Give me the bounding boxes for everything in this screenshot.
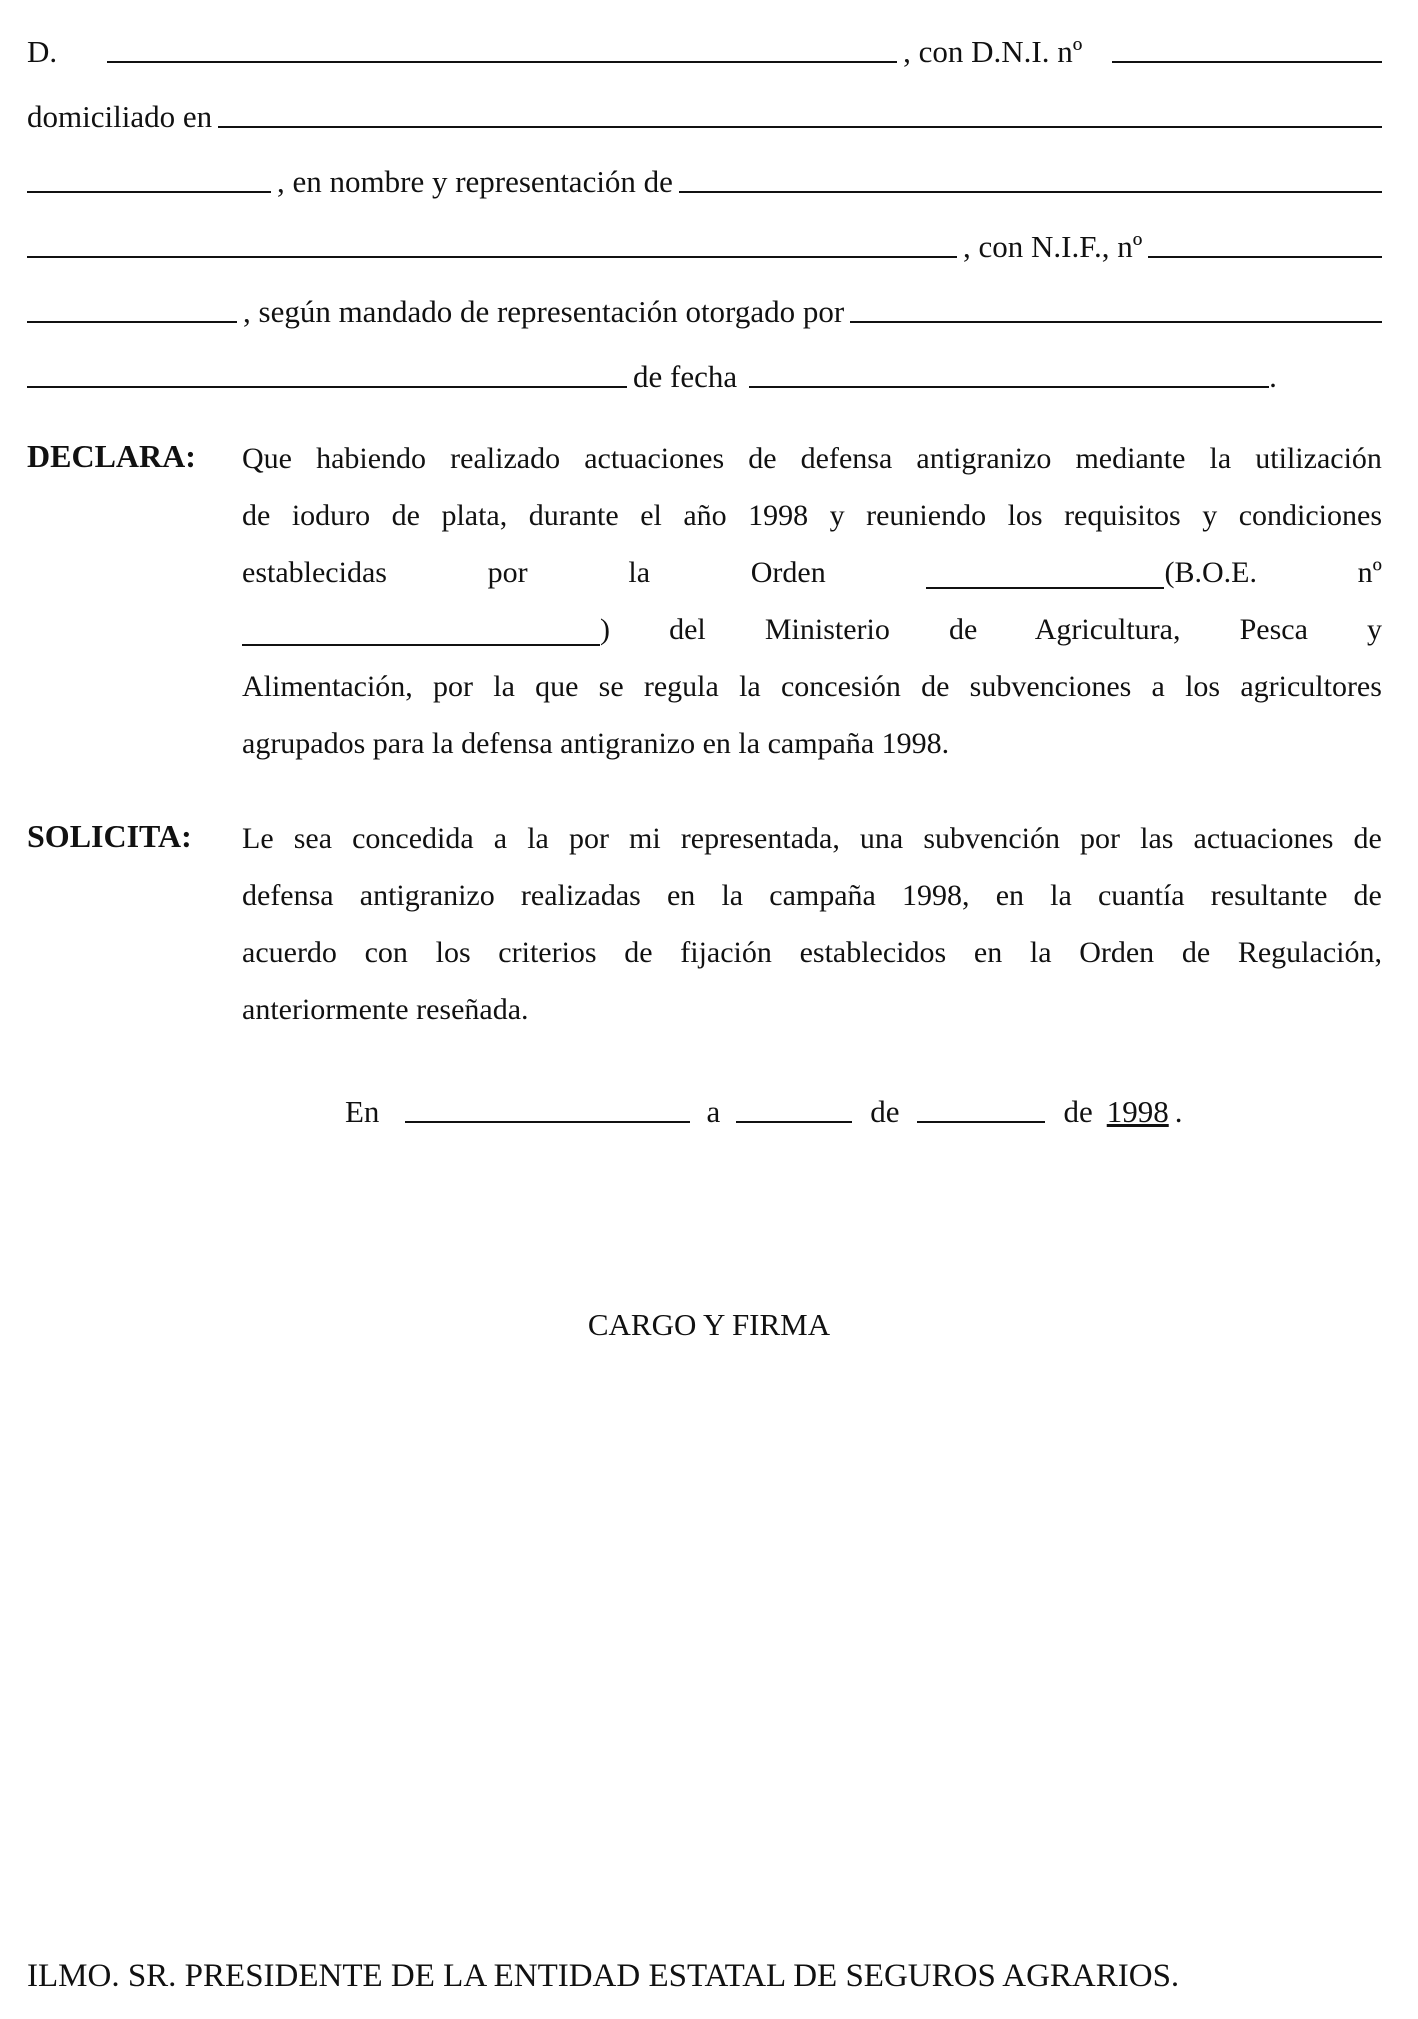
signature-label: CARGO Y FIRMA — [587, 1307, 831, 1342]
date-de-2: de — [1063, 1094, 1093, 1129]
declara-line-5: Alimentación, por la que se regula la concesión de subvenciones a los agricultores — [242, 670, 1382, 703]
date-line — [345, 1090, 1385, 1130]
solicita-line-2: defensa antigranizo realizadas en la campaña 1998, en la cuantía resultante de — [242, 879, 1382, 912]
declara-line-6: agrupados para la defensa antigranizo en la campaña 1998. — [242, 727, 950, 760]
day-blank[interactable] — [736, 1121, 852, 1123]
month-blank[interactable] — [917, 1121, 1045, 1123]
declara-line-4-text: ) del Ministerio de Agricultura, Pesca y — [600, 613, 1382, 646]
declara-line-3 — [242, 544, 1382, 601]
solicita-line-4: anteriormente reseñada. — [242, 993, 529, 1026]
date-label: de fecha — [633, 359, 738, 394]
solicita-line-1: Le sea concedida a la por mi representada, una subvención por las actuaciones de — [242, 822, 1382, 855]
header-period: . — [1269, 359, 1277, 394]
declara-label: DECLARA: — [27, 438, 196, 474]
declara-word-4: Orden — [750, 556, 826, 589]
solicita-label: SOLICITA: — [27, 818, 192, 854]
orden-blank[interactable] — [926, 587, 1164, 589]
nif-blank[interactable] — [1148, 256, 1382, 258]
date-a: a — [706, 1094, 721, 1129]
mandate-cont-blank[interactable] — [27, 386, 627, 388]
header-row-4 — [27, 225, 1382, 265]
mandate-label: , según mandado de representación otorgado por — [243, 294, 845, 329]
date-de-1: de — [870, 1094, 900, 1129]
date-year: 1998 — [1106, 1094, 1169, 1129]
solicita-line-3: acuerdo con los criterios de fijación establecidos en la Orden de Regulación, — [242, 936, 1382, 969]
mandate-blank[interactable] — [850, 321, 1382, 323]
declara-word-1: establecidas — [242, 556, 387, 589]
represented-blank[interactable] — [679, 191, 1382, 193]
dni-blank[interactable] — [1112, 61, 1382, 63]
nif-label: , con N.I.F., nº — [963, 229, 1143, 264]
header-row-1 — [27, 30, 1382, 70]
header-row-2 — [27, 95, 1382, 135]
domicile-blank[interactable] — [218, 126, 1382, 128]
boe-no-label: nº — [1357, 556, 1382, 589]
date-period: . — [1174, 1094, 1183, 1129]
header-row-3 — [27, 160, 1382, 200]
boe-label: (B.O.E. — [1164, 556, 1257, 589]
declara-word-3: la — [628, 556, 651, 589]
header-row-6 — [27, 355, 1382, 395]
representation-label: , en nombre y representación de — [277, 164, 673, 199]
solicita-text — [242, 810, 1382, 1038]
declara-word-2: por — [487, 556, 528, 589]
domicile-cont-blank[interactable] — [27, 191, 271, 193]
orden-group — [926, 544, 1257, 601]
domicile-label: domiciliado en — [27, 99, 213, 134]
represented-cont-blank[interactable] — [27, 256, 957, 258]
nif-cont-blank[interactable] — [27, 321, 237, 323]
dni-label: , con D.N.I. nº — [903, 34, 1083, 69]
place-blank[interactable] — [405, 1121, 690, 1123]
declara-text — [242, 430, 1382, 772]
addressee: ILMO. SR. PRESIDENTE DE LA ENTIDAD ESTATAL DE SEGUROS AGRARIOS. — [27, 1958, 1180, 1994]
mandate-date-blank[interactable] — [749, 386, 1269, 388]
header-row-5 — [27, 290, 1382, 330]
d-label: D. — [27, 34, 58, 69]
date-en: En — [345, 1094, 380, 1129]
boe-number-blank[interactable] — [242, 644, 600, 646]
declara-line-1: Que habiendo realizado actuaciones de defensa antigranizo mediante la utilización — [242, 442, 1382, 475]
declara-line-4 — [242, 601, 1382, 658]
name-blank[interactable] — [107, 61, 897, 63]
declara-line-2: de ioduro de plata, durante el año 1998 y reuniendo los requisitos y condiciones — [242, 499, 1382, 532]
